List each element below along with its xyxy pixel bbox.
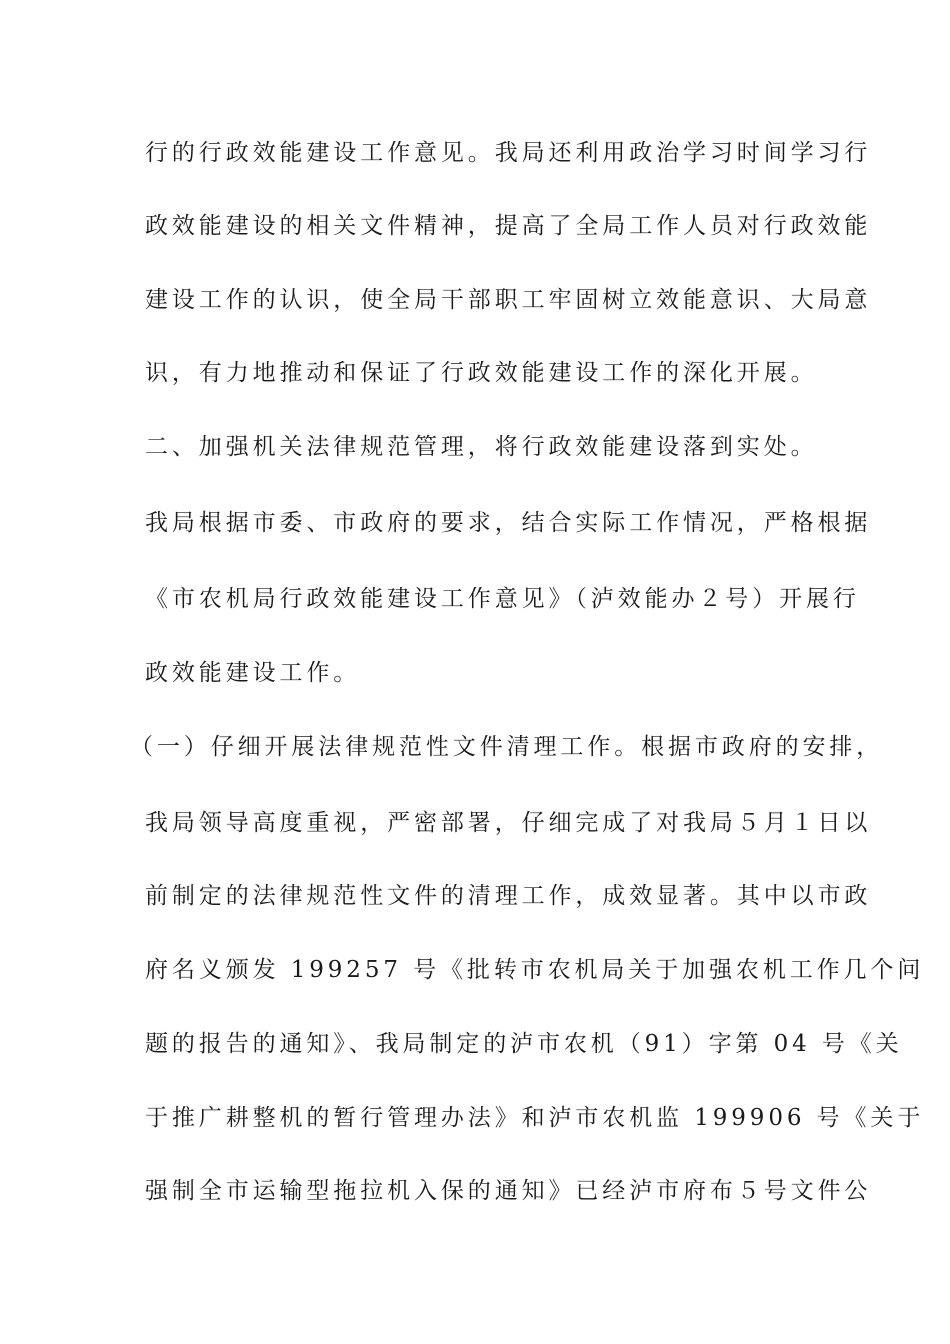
paragraph-line: 识，有力地推动和保证了行政效能建设工作的深化开展。 xyxy=(145,360,818,386)
section-heading: 二、加强机关法律规范管理，将行政效能建设落到实处。 xyxy=(145,434,818,460)
paragraph-line: 政效能建设工作。 xyxy=(145,660,361,686)
subsection-heading: （一）仔细开展法律规范性文件清理工作。根据市政府的安排， xyxy=(130,734,884,760)
paragraph-line: 行的行政效能建设工作意见。我局还利用政治学习时间学习行 xyxy=(145,140,872,166)
paragraph-line: 政效能建设的相关文件精神，提高了全局工作人员对行政效能 xyxy=(145,213,872,239)
paragraph-line: 于推广耕整机的暂行管理办法》和泸市农机监 199906 号《关于 xyxy=(145,1105,925,1131)
paragraph-line: 《市农机局行政效能建设工作意见》（泸效能办２号）开展行 xyxy=(145,586,860,612)
paragraph-line: 建设工作的认识，使全局干部职工牢固树立效能意识、大局意 xyxy=(145,287,872,313)
paragraph-line: 我局根据市委、市政府的要求，结合实际工作情况，严格根据 xyxy=(145,510,872,536)
paragraph-line: 前制定的法律规范性文件的清理工作，成效显著。其中以市政 xyxy=(145,883,872,909)
paragraph-line: 府名义颁发 199257 号《批转市农机局关于加强农机工作几个问 xyxy=(145,957,925,983)
paragraph-line: 我局领导高度重视，严密部署，仔细完成了对我局５月１日以 xyxy=(145,810,872,836)
paragraph-line: 强制全市运输型拖拉机入保的通知》已经泸市府布５号文件公 xyxy=(145,1178,872,1204)
paragraph-line: 题的报告的通知》、我局制定的泸市农机（91）字第 04 号《关 xyxy=(145,1031,903,1057)
